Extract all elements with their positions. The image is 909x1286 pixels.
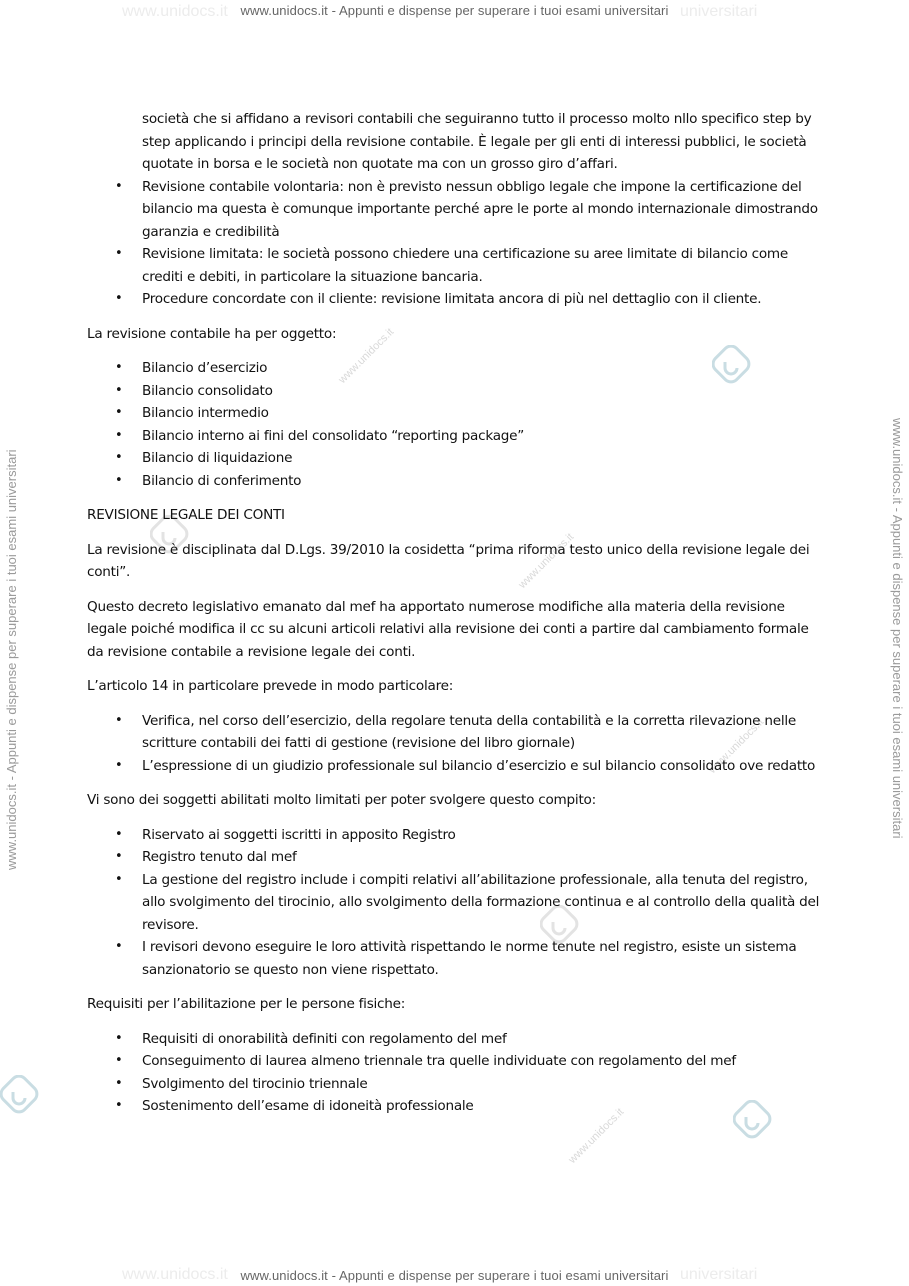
object-intro: La revisione contabile ha per oggetto: — [87, 325, 337, 342]
list-item: • Conseguimento di laurea almeno triennale tra quelle individuate con regolamento del mef — [87, 1050, 827, 1073]
paragraph: Questo decreto legislativo emanato dal mef ha apportato numerose modifiche alla materia della revisione legale poiché modifica il cc su alcuni articoli relativi alla revisione dei conti a partire dal cambiamento formale da revisione contabile a revisione legale dei conti. — [87, 598, 809, 660]
unidocs-logo-icon — [0, 1075, 44, 1119]
list-item: • Bilancio di conferimento — [87, 470, 827, 493]
list-item: • Bilancio interno ai fini del consolidato “reporting package” — [87, 425, 827, 448]
revision-types-list — [87, 176, 827, 311]
article-14-list — [87, 710, 827, 778]
footer-ghost-right: universitari — [680, 1266, 758, 1283]
side-watermark-right: www.unidocs.it - Appunti e dispense per superare i tuoi esami universitari — [890, 418, 905, 839]
list-item: • Bilancio intermedio — [87, 402, 827, 425]
list-item: • Requisiti di onorabilità definiti con regolamento del mef — [87, 1028, 827, 1051]
header-banner: www.unidocs.it - Appunti e dispense per superare i tuoi esami universitari — [240, 3, 669, 18]
diagonal-watermark: www.unidocs.it — [336, 326, 397, 386]
list-item: • Verifica, nel corso dell’esercizio, della regolare tenuta della contabilità e la corretta rilevazione nelle scritture contabili dei fatti di gestione (revisione del libro giornale) — [87, 710, 827, 755]
header-ghost-right: universitari — [680, 3, 758, 20]
diagonal-watermark: www.unidocs.it — [566, 1106, 627, 1166]
list-item: • Revisione contabile volontaria: non è previsto nessun obbligo legale che impone la certificazione del bilancio ma questa è comunque importante perché apre le porte al mondo internazionale dimostrando garanzia e credibilità — [87, 176, 827, 244]
paragraph: L’articolo 14 in particolare prevede in modo particolare: — [87, 678, 454, 694]
list-item: • Revisione limitata: le società possono chiedere una certificazione su aree limitate di bilancio come crediti e debiti, in particolare la situazione bancaria. — [87, 243, 827, 288]
objects-list — [87, 357, 827, 492]
document-body — [87, 108, 827, 1130]
list-item: • Bilancio consolidato — [87, 380, 827, 403]
footer-banner: www.unidocs.it - Appunti e dispense per superare i tuoi esami universitari — [240, 1268, 669, 1283]
list-item: • Bilancio d’esercizio — [87, 357, 827, 380]
paragraph: La revisione è disciplinata dal D.Lgs. 39/2010 la cosidetta “prima riforma testo unico della revisione legale dei conti”. — [87, 541, 810, 580]
list-item: • L’espressione di un giudizio professionale sul bilancio d’esercizio e sul bilancio consolidato ove redatto — [87, 755, 827, 778]
list-item: • Registro tenuto dal mef — [87, 846, 827, 869]
list-item: • Riservato ai soggetti iscritti in apposito Registro — [87, 824, 827, 847]
paragraph: Vi sono dei soggetti abilitati molto limitati per poter svolgere questo compito: — [87, 792, 596, 808]
diagonal-watermark: www.unidocs.it — [516, 531, 577, 591]
paragraph: Requisiti per l’abilitazione per le persone fisiche: — [87, 996, 406, 1012]
continuation-paragraph: società che si affidano a revisori contabili che seguiranno tutto il processo molto nllo specifico step by step applicando i principi della revisione contabile. È legale per gli enti di interessi pubblici, le società quotate in borsa e le società non quotate ma con un grosso giro d’affari. — [142, 111, 812, 172]
header-ghost-left: www.unidocs.it — [122, 3, 228, 20]
list-item: • Sostenimento dell’esame di idoneità professionale — [87, 1095, 827, 1118]
list-item: • Svolgimento del tirocinio triennale — [87, 1073, 827, 1096]
section-title: REVISIONE LEGALE DEI CONTI — [87, 507, 285, 523]
side-watermark-left: www.unidocs.it - Appunti e dispense per superare i tuoi esami universitari — [4, 449, 19, 870]
list-item: • Procedure concordate con il cliente: revisione limitata ancora di più nel dettaglio con il cliente. — [87, 288, 827, 311]
diagonal-watermark: www.unidocs.it — [706, 716, 767, 776]
subjects-list — [87, 824, 827, 982]
list-item: • Bilancio di liquidazione — [87, 447, 827, 470]
list-item: • I revisori devono eseguire le loro attività rispettando le norme tenute nel registro, esiste un sistema sanzionatorio se questo non viene rispettato. — [87, 936, 827, 981]
footer-ghost-left: www.unidocs.it — [122, 1266, 228, 1283]
requirements-list — [87, 1028, 827, 1118]
list-item: • La gestione del registro include i compiti relativi all’abilitazione professionale, alla tenuta del registro, allo svolgimento del tirocinio, allo svolgimento della formazione continua e al controllo della qualità del revisore. — [87, 869, 827, 937]
